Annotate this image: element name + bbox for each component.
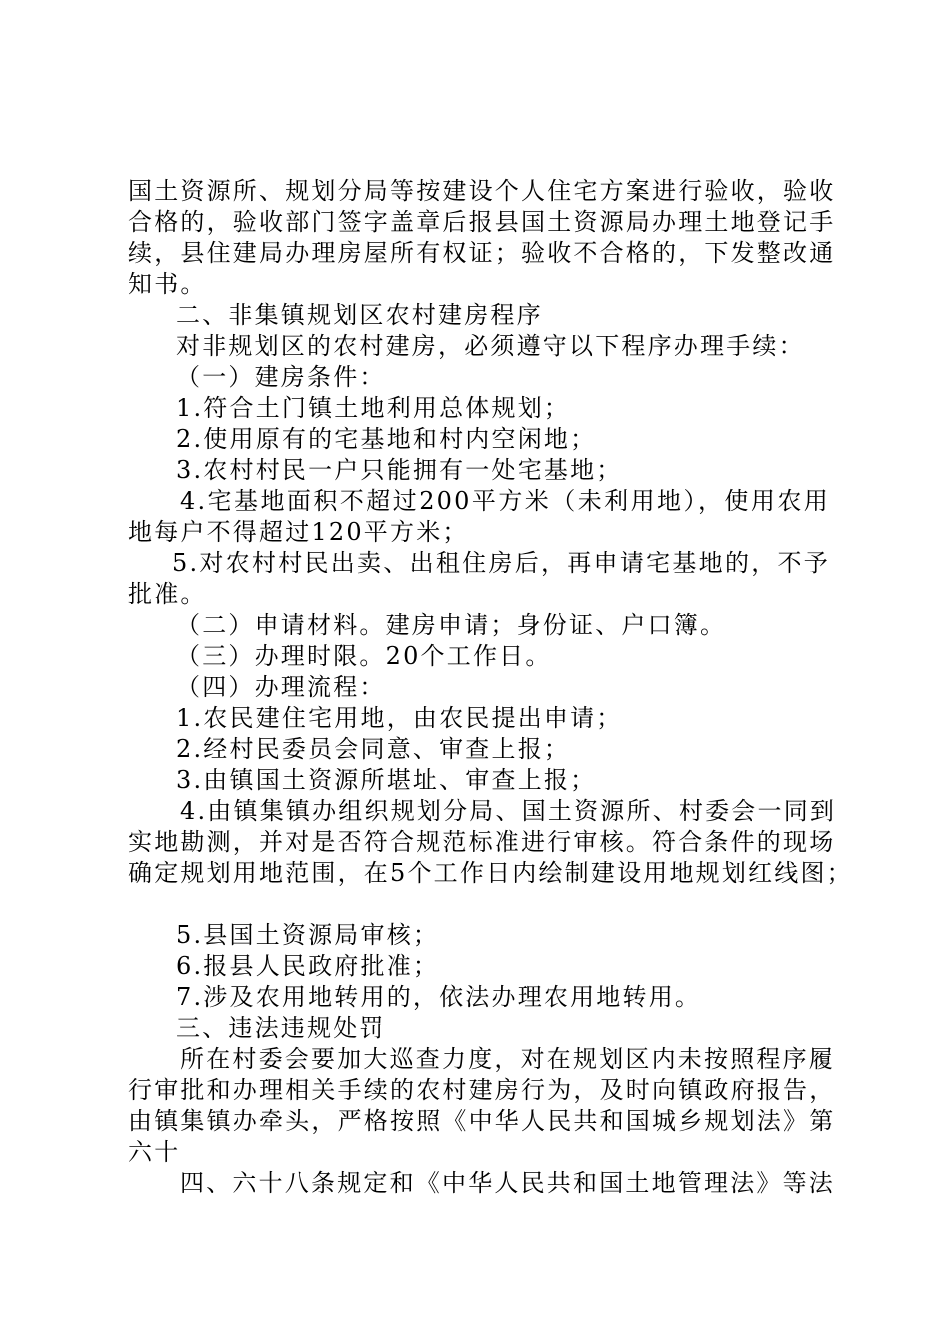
text-line: 所在村委会要加大巡查力度，对在规划区内未按照程序履	[180, 1045, 835, 1073]
list-item: 2.使用原有的宅基地和村内空闲地；	[176, 425, 597, 453]
list-item: 6.报县人民政府批准；	[176, 952, 440, 980]
section-heading: 二、非集镇规划区农村建房程序	[176, 301, 543, 329]
text-line: 六十	[128, 1138, 181, 1166]
text-line: 四、六十八条规定和《中华人民共和国土地管理法》等法	[180, 1169, 835, 1197]
list-item: 2.经村民委员会同意、审查上报；	[176, 735, 571, 763]
text-line: 知书。	[128, 270, 207, 298]
text-line: 合格的，验收部门签字盖章后报县国土资源局办理土地登记手	[128, 208, 836, 236]
subsection-heading: （三）办理时限。20个工作日。	[176, 642, 552, 670]
text-line: 批准。	[128, 580, 207, 608]
subsection-heading: （一）建房条件：	[176, 363, 386, 391]
section-heading: 三、违法违规处罚	[176, 1014, 386, 1042]
text-line: 确定规划用地范围，在5个工作日内绘制建设用地规划红线图；	[128, 859, 853, 887]
text-line: 对非规划区的农村建房，必须遵守以下程序办理手续：	[176, 332, 805, 360]
list-item: 7.涉及农用地转用的，依法办理农用地转用。	[176, 983, 702, 1011]
text-line: 地每户不得超过120平方米；	[128, 518, 469, 546]
list-item: 3.由镇国土资源所堪址、审查上报；	[176, 766, 597, 794]
text-line: 行审批和办理相关手续的农村建房行为，及时向镇政府报告，	[128, 1076, 836, 1104]
subsection-heading: （二）申请材料。建房申请；身份证、户口簿。	[176, 611, 727, 639]
list-item: 4.由镇集镇办组织规划分局、国土资源所、村委会一同到	[180, 797, 837, 825]
list-item: 5.对农村村民出卖、出租住房后，再申请宅基地的，不予	[172, 549, 830, 577]
blank-line	[128, 889, 830, 920]
list-item: 4.宅基地面积不超过200平方米（未利用地），使用农用	[180, 487, 830, 515]
text-line: 国土资源所、规划分局等按建设个人住宅方案进行验收，验收	[128, 177, 836, 205]
text-line: 实地勘测，并对是否符合规范标准进行审核。符合条件的现场	[128, 828, 836, 856]
text-line: 续，县住建局办理房屋所有权证；验收不合格的，下发整改通	[128, 239, 836, 267]
list-item: 1.符合土门镇土地利用总体规划；	[176, 394, 571, 422]
document-body	[128, 176, 853, 1199]
subsection-heading: （四）办理流程：	[176, 673, 386, 701]
text-line: 由镇集镇办牵头，严格按照《中华人民共和国城乡规划法》第	[128, 1107, 836, 1135]
list-item: 3.农村村民一户只能拥有一处宅基地；	[176, 456, 623, 484]
list-item: 1.农民建住宅用地，由农民提出申请；	[176, 704, 623, 732]
list-item: 5.县国土资源局审核；	[176, 921, 440, 949]
